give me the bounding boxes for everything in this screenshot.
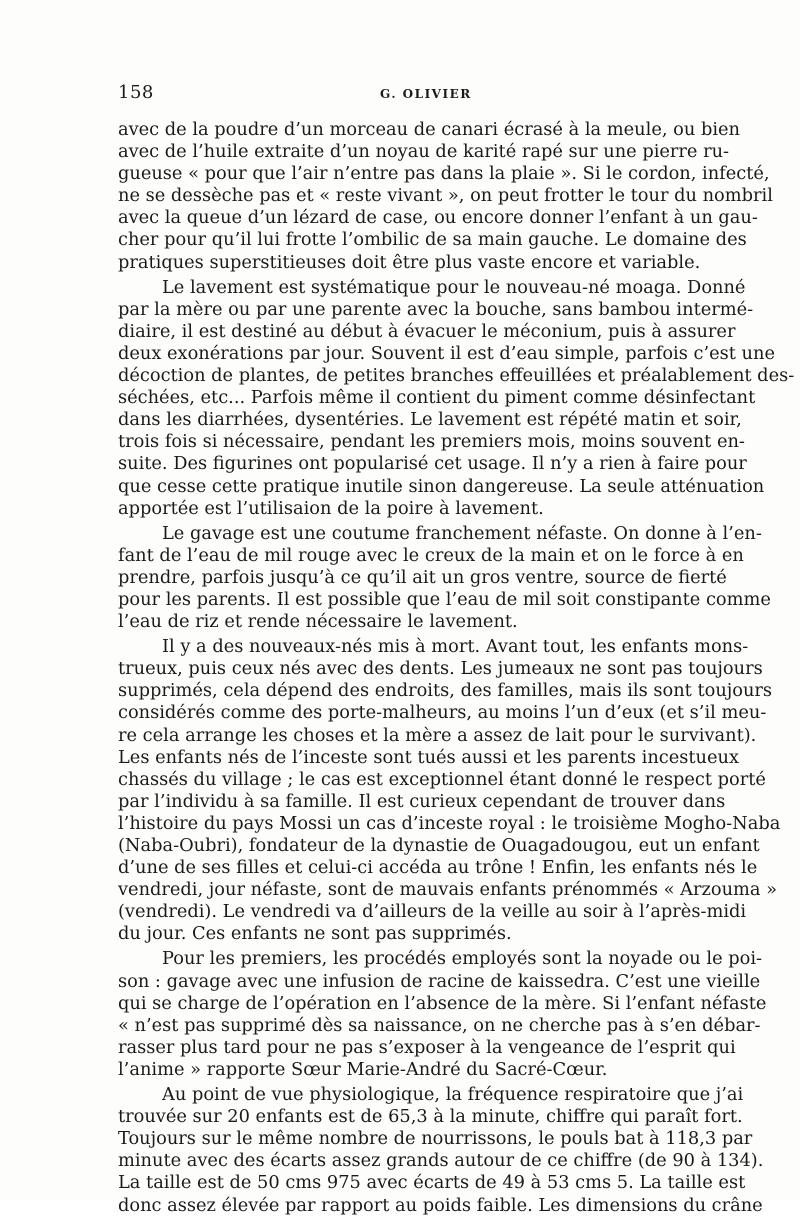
text-line: considérés comme des porte-malheurs, au moins l’un d’eux (et s’il meu- (118, 702, 767, 724)
text-line: pour les parents. Il est possible que l’eau de mil soit constipante comme (118, 588, 771, 610)
text-line: ne se dessèche pas et « reste vivant », on peut frotter le tour du nombril (118, 185, 773, 207)
text-line: prendre, parfois jusqu’à ce qu’il ait un gros ventre, source de fierté (118, 566, 727, 588)
text-line: supprimés, cela dépend des endroits, des familles, mais ils sont toujours (118, 680, 773, 702)
page-number: 158 (118, 82, 154, 103)
text-line: Toujours sur le même nombre de nourrissons, le pouls bat à 118,3 par (118, 1128, 753, 1150)
text-line: chassés du village ; le cas est exceptionnel étant donné le respect porté (118, 768, 766, 790)
text-line: cher pour qu’il lui frotte l’ombilic de sa main gauche. Le domaine des (118, 229, 747, 251)
running-head: G. OLIVIER (380, 87, 472, 101)
paragraph (118, 636, 781, 945)
text-line: l’anime » rapporte Sœur Marie-André du Sacré-Cœur. (118, 1058, 608, 1080)
body-text (118, 119, 795, 1220)
text-line: La taille est de 50 cms 975 avec écarts de 49 à 53 cms 5. La taille est (118, 1172, 746, 1194)
text-line: diaire, il est destiné au début à évacuer le méconium, puis à assurer (118, 320, 736, 342)
text-line: par l’individu à sa famille. Il est curieux cependant de trouver dans (118, 790, 726, 812)
text-line: re cela arrange les choses et la mère a assez de lait pour le survivant). (118, 724, 757, 746)
text-line: « n’est pas supprimé dès sa naissance, on ne cherche pas à s’en débar- (118, 1014, 761, 1036)
text-line: Pour les premiers, les procédés employés sont la noyade ou le poi- (162, 948, 763, 970)
text-line: suite. Des figurines ont popularisé cet usage. Il n’y a rien à faire pour (118, 453, 747, 475)
text-line: Le lavement est systématique pour le nouveau-né moaga. Donné (162, 276, 746, 298)
paragraph (118, 276, 795, 520)
text-line: l’eau de riz et rende nécessaire le lavement. (118, 611, 518, 633)
text-line: avec de l’huile extraite d’un noyau de karité rapé sur une pierre ru- (118, 141, 730, 163)
text-line: (Naba-Oubri), fondateur de la dynastie de Ouagadougou, eut un enfant (118, 835, 760, 856)
text-line: trouvée sur 20 enfants est de 65,3 à la minute, chiffre qui paraît fort. (118, 1106, 743, 1128)
paragraph (118, 1084, 764, 1217)
paragraph (118, 948, 767, 1081)
text-line: Au point de vue physiologique, la fréquence respiratoire que j’ai (162, 1084, 744, 1106)
text-line: minute avec des écarts assez grands autour de ce chiffre (de 90 à 134). (118, 1150, 764, 1172)
text-line: trueux, puis ceux nés avec des dents. Les jumeaux ne sont pas toujours (118, 658, 763, 680)
text-line: deux exonérations par jour. Souvent il est d’eau simple, parfois c’est une (118, 342, 775, 364)
text-line: apportée est l’utilisaion de la poire à lavement. (118, 497, 544, 519)
text-line: qui se charge de l’opération en l’absence de la mère. Si l’enfant néfaste (118, 992, 767, 1014)
text-line: décoction de plantes, de petites branches effeuillées et préalablement des- (118, 365, 795, 387)
text-line: dans les diarrhées, dysentéries. Le lavement est répété matin et soir, (118, 409, 742, 431)
paragraph (118, 522, 771, 633)
text-line: fant de l’eau de mil rouge avec le creux de la main et on le force à en (118, 544, 744, 566)
text-line: trois fois si nécessaire, pendant les premiers mois, moins souvent en- (118, 431, 745, 453)
text-line: son : gavage avec une infusion de racine de kaissedra. C’est une vieille (118, 970, 761, 992)
text-line: vendredi, jour néfaste, sont de mauvais enfants prénommés « Arzouma » (118, 879, 778, 901)
text-line: donc assez élevée par rapport au poids faible. Les dimensions du crâne (118, 1194, 763, 1216)
text-line: gueuse « pour que l’air n’entre pas dans la plaie ». Si le cordon, infecté, (118, 163, 770, 185)
paragraph (118, 119, 773, 274)
text-line: Il y a des nouveaux-nés mis à mort. Avant tout, les enfants mons- (162, 636, 749, 658)
text-line: l’histoire du pays Mossi un cas d’inceste royal : le troisième Mogho-Naba (118, 812, 781, 834)
text-line: d’une de ses filles et celui-ci accéda au trône ! Enfin, les enfants nés le (118, 857, 758, 879)
text-line: Les enfants nés de l’inceste sont tués aussi et les parents incestueux (118, 746, 740, 768)
text-line: Le gavage est une coutume franchement néfaste. On donne à l’en- (162, 522, 762, 544)
page-header (118, 82, 713, 106)
text-line: par la mère ou par une parente avec la bouche, sans bambou intermé- (118, 298, 754, 320)
text-line: rasser plus tard pour ne pas s’exposer à la vengeance de l’esprit qui (118, 1036, 736, 1058)
text-line: que cesse cette pratique inutile sinon dangereuse. La seule atténuation (118, 475, 765, 497)
text-line: (vendredi). Le vendredi va d’ailleurs de la veille au soir à l’après-midi (118, 901, 747, 923)
text-line: avec de la poudre d’un morceau de canari écrasé à la meule, ou bien (118, 119, 741, 140)
text-line: du jour. Ces enfants ne sont pas supprimés. (118, 923, 512, 945)
text-line: avec la queue d’un lézard de case, ou encore donner l’enfant à un gau- (118, 207, 758, 229)
text-line: séchées, etc... Parfois même il contient du piment comme désinfectant (118, 387, 756, 409)
text-line: pratiques superstitieuses doit être plus vaste encore et variable. (118, 251, 701, 273)
